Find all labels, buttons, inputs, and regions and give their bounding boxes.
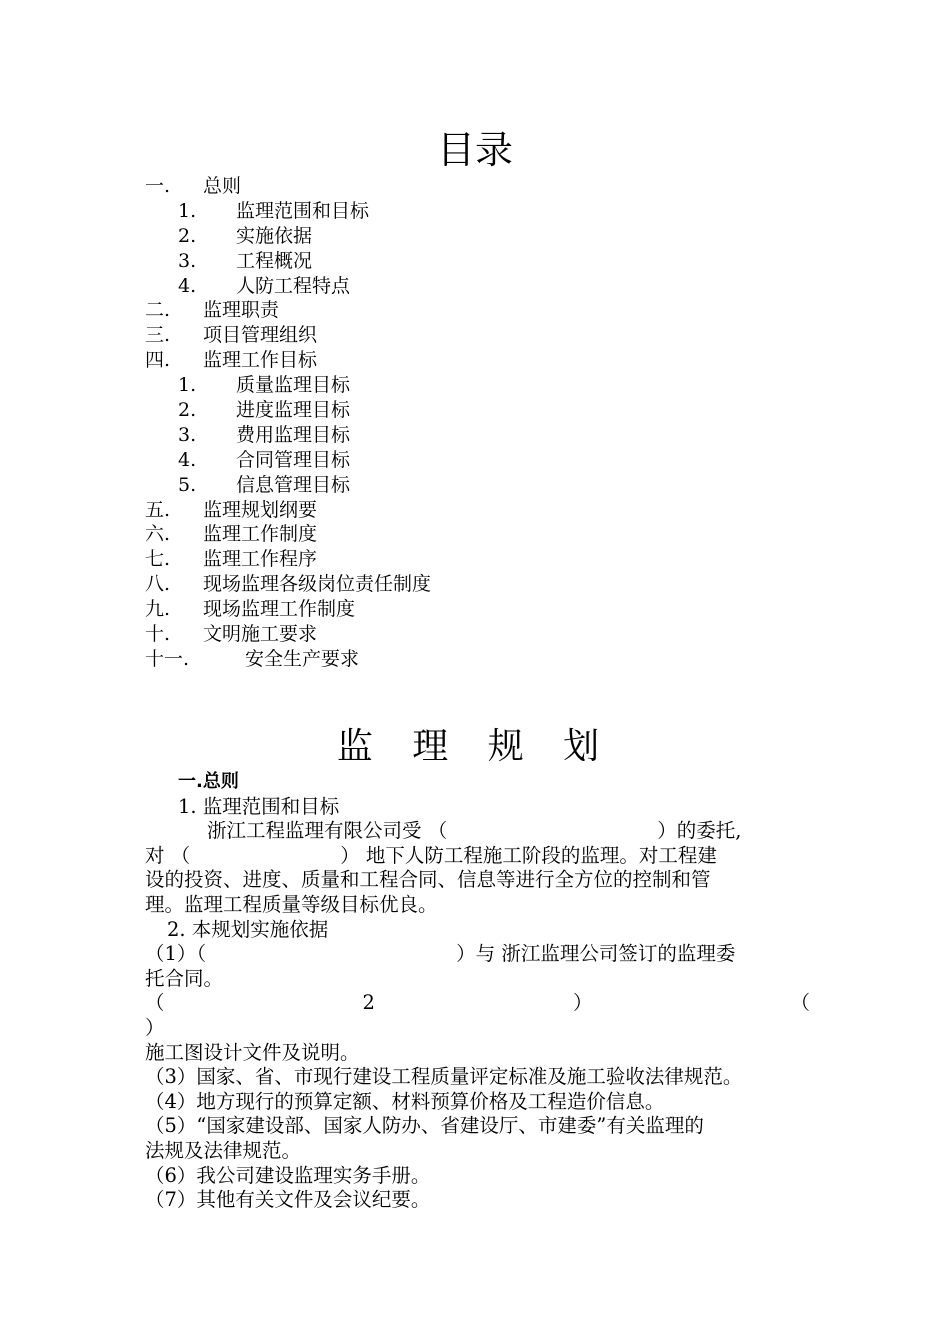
toc-item-text: 监理工作目标: [203, 349, 318, 372]
toc-item-number: 九.: [145, 598, 171, 621]
toc-item-text: 合同管理目标: [236, 448, 351, 471]
paragraph-line: [145, 844, 810, 869]
toc-item-text: 总则: [203, 175, 242, 197]
toc-item-number: 一.: [145, 175, 171, 197]
paragraph-line: ）: [145, 1015, 165, 1039]
toc-item-number: 3.: [178, 423, 197, 446]
paragraph-text: 2: [362, 991, 375, 1015]
paragraph-line: （7）其他有关文件及会议纪要。: [145, 1188, 431, 1212]
toc-item-number: 十一.: [145, 647, 190, 670]
toc-item-number: 1.: [178, 374, 197, 397]
paragraph-line: 理。监理工程质量等级目标优良。: [145, 892, 438, 916]
toc-item-number: 3.: [178, 249, 197, 272]
toc-item-number: 二.: [145, 299, 171, 322]
toc-item-text: 质量监理目标: [236, 374, 351, 397]
paragraph-line: （6）我公司建设监理实务手册。: [145, 1163, 431, 1187]
toc-item-number: 4.: [178, 448, 197, 471]
toc-item-text: 监理工作程序: [203, 548, 318, 571]
paragraph-line: [145, 991, 810, 1016]
paragraph-text: ）: [572, 991, 593, 1015]
toc-item-number: 六.: [145, 523, 171, 546]
paragraph-line: [145, 819, 810, 844]
paragraph-line: 法规及法律规范。: [145, 1138, 302, 1162]
paragraph-text: （: [145, 991, 165, 1015]
paragraph-text: （: [790, 991, 810, 1015]
toc-item-number: 1.: [178, 199, 197, 222]
paragraph-text: 对 （: [145, 843, 191, 867]
paragraph-text: ） 地下人防工程施工阶段的监理。对工程建: [340, 843, 717, 867]
toc-item-number: 4.: [178, 274, 197, 297]
toc-item-number: 2.: [178, 224, 197, 247]
toc-item-number: 八.: [145, 573, 171, 596]
section-heading: 一.总则: [178, 771, 239, 792]
paragraph-text: ）与 浙江监理公司签订的监理委: [456, 942, 736, 966]
paragraph-line: （3）国家、省、市现行建设工程质量评定标准及施工验收法律规范。: [145, 1065, 743, 1089]
subsection-heading: 2. 本规划实施依据: [167, 917, 329, 941]
paragraph-text: ）的委托,: [657, 819, 742, 843]
paragraph-line: 设的投资、进度、质量和工程合同、信息等进行全方位的控制和管: [145, 868, 711, 892]
toc-item-number: 十.: [145, 623, 171, 646]
toc-item-text: 安全生产要求: [245, 647, 360, 670]
subsection-heading: 1. 监理范围和目标: [178, 794, 340, 818]
toc-item-text: 监理职责: [203, 299, 280, 322]
toc-item-number: 七.: [145, 548, 171, 571]
toc-item-number: 5.: [178, 473, 197, 496]
paragraph-text: 浙江工程监理有限公司受 （: [207, 819, 448, 843]
paragraph-line: （4）地方现行的预算定额、材料预算价格及工程造价信息。: [145, 1089, 665, 1113]
paragraph-line: （5）“国家建设部、国家人防办、省建设厅、市建委”有关监理的: [145, 1114, 704, 1138]
paragraph-line: [145, 942, 810, 967]
toc-item-text: 项目管理组织: [203, 324, 318, 347]
paragraph-text: （1）（: [145, 942, 207, 966]
toc-item-text: 监理规划纲要: [203, 498, 318, 521]
toc-item-text: 费用监理目标: [236, 423, 351, 446]
toc-item-text: 进度监理目标: [236, 399, 351, 422]
toc-item-text: 实施依据: [236, 224, 313, 247]
toc-item-text: 现场监理工作制度: [203, 598, 356, 621]
toc-item-number: 三.: [145, 324, 171, 347]
document-body: [145, 770, 810, 1213]
toc-item-number: 2.: [178, 399, 197, 422]
main-title: 监 理 规 划: [336, 726, 614, 767]
paragraph-line: 托合同。: [145, 966, 224, 990]
toc-item-number: 四.: [145, 349, 171, 372]
toc-item-text: 监理范围和目标: [236, 199, 370, 222]
toc-title: 目录: [436, 128, 513, 172]
toc-item-number: 五.: [145, 498, 171, 521]
toc-item-text: 现场监理各级岗位责任制度: [203, 573, 432, 596]
toc-item-text: 监理工作制度: [203, 523, 318, 546]
toc-item-text: 工程概况: [236, 249, 313, 272]
toc-item-text: 文明施工要求: [203, 623, 318, 646]
paragraph-line: 施工图设计文件及说明。: [145, 1040, 360, 1064]
toc-item-text: 信息管理目标: [236, 473, 351, 496]
toc-item-text: 人防工程特点: [236, 274, 351, 297]
